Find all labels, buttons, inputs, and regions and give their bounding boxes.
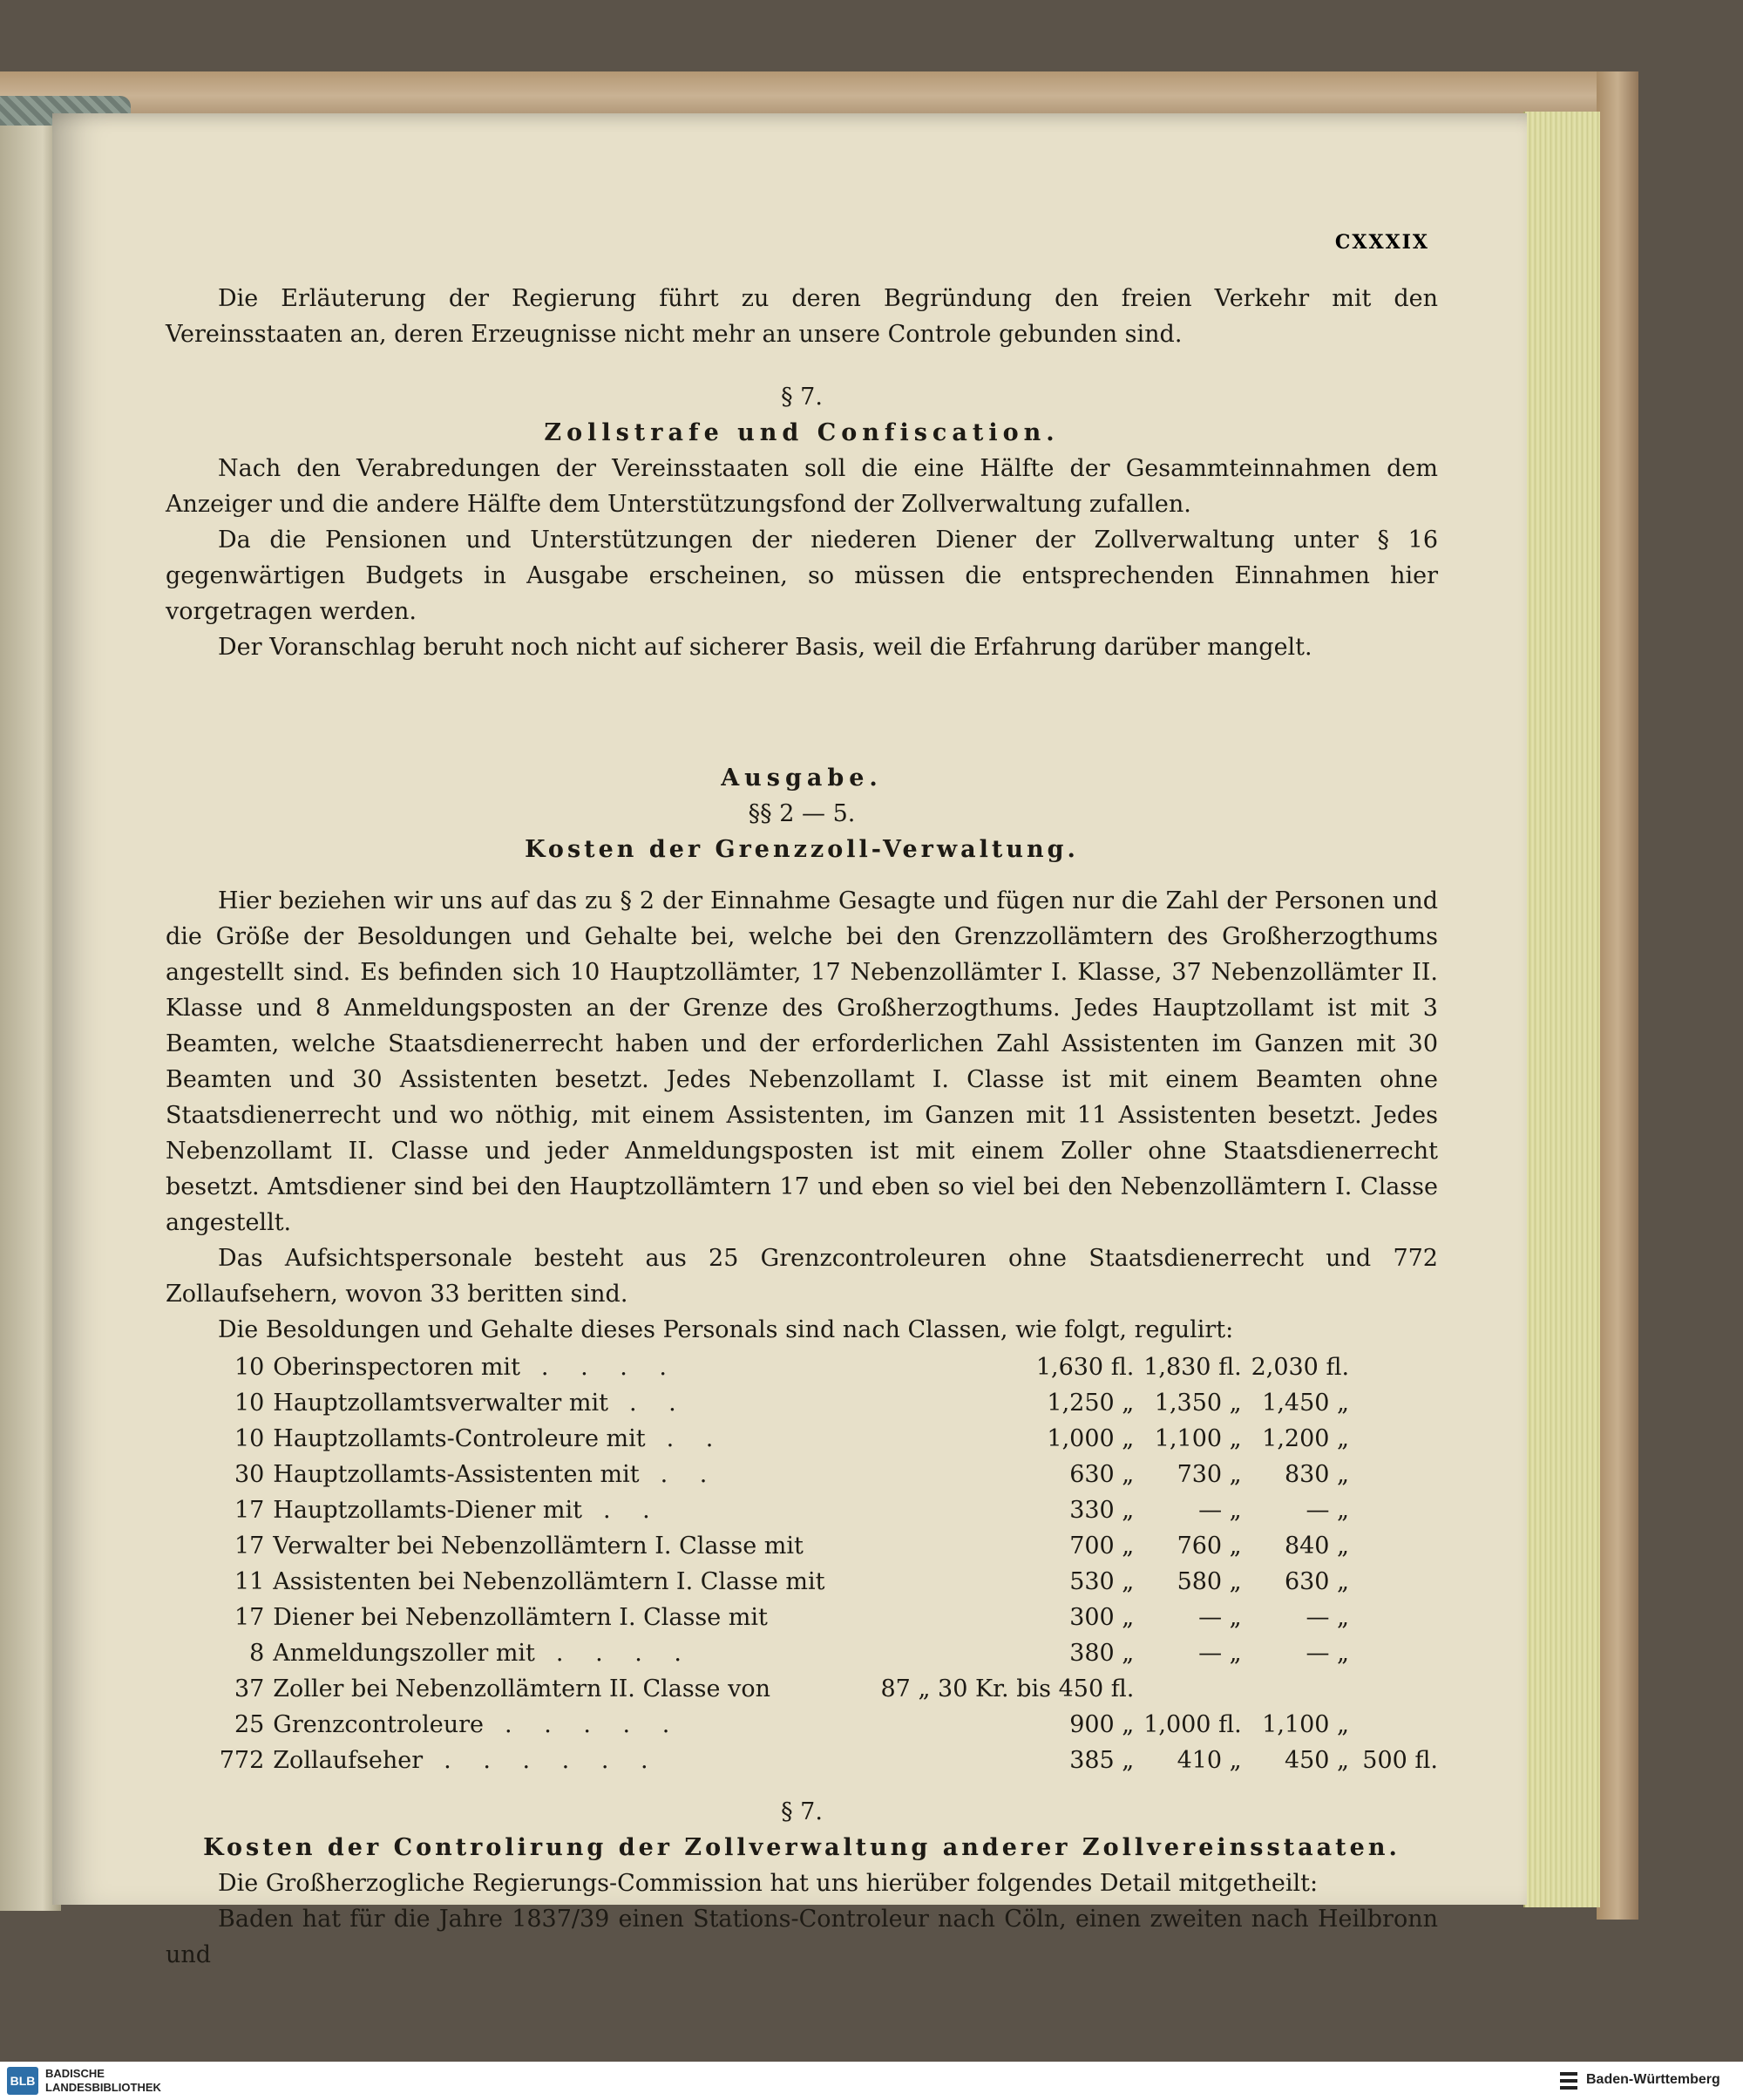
section-number: § 7. <box>781 384 823 411</box>
paragraph: Nach den Verabredungen der Vereinsstaaten soll die eine Hälfte der Gesammteinnahmen dem Anzeiger und die andere Hälfte dem Unterstützungsfond der Zollverwaltung zufallen. <box>166 455 1438 518</box>
salary-class-1: 1,250 „ <box>1047 1390 1135 1417</box>
section-number: §§ 2 — 5. <box>748 800 856 827</box>
position-title <box>264 1492 845 1528</box>
dot-leader: . . <box>666 1425 726 1452</box>
dot-leader: . . . . . . <box>444 1747 661 1774</box>
position-title <box>264 1528 845 1564</box>
section-ausgabe <box>166 760 1438 1778</box>
paragraph: Baden hat für die Jahre 1837/39 einen Stations-Controleur nach Cöln, einen zweiten nach Heilbronn und <box>166 1906 1438 1968</box>
salary-class-3: 1,200 „ <box>1262 1425 1350 1452</box>
salary-class-2: 730 „ <box>1177 1461 1242 1488</box>
salary-class-2: 410 „ <box>1177 1747 1242 1774</box>
salary-class-4 <box>1349 1385 1438 1421</box>
salary-class-3 <box>1242 1671 1349 1707</box>
salary-class-1: 630 „ <box>1069 1461 1135 1488</box>
position-label: Grenzcontroleure <box>273 1711 485 1738</box>
salary-class-1: 300 „ <box>1069 1604 1135 1631</box>
salary-class-4 <box>1349 1707 1438 1743</box>
position-label: Zollaufseher <box>273 1747 424 1774</box>
personnel-count: 8 <box>249 1640 265 1667</box>
dot-leader: . . . . <box>540 1354 679 1381</box>
salary-class-1: 900 „ <box>1069 1711 1135 1738</box>
salary-class-1: 1,000 „ <box>1047 1425 1135 1452</box>
salary-class-3: 450 „ <box>1284 1747 1350 1774</box>
table-row <box>218 1349 1438 1385</box>
section-number: § 7. <box>781 1798 823 1825</box>
position-title <box>264 1671 845 1707</box>
position-label: Hauptzollamts-Controleure mit <box>273 1425 646 1452</box>
dot-leader: . . <box>660 1461 720 1488</box>
salary-class-1: 385 „ <box>1069 1747 1135 1774</box>
position-label: Anmeldungszoller mit <box>273 1640 535 1667</box>
salary-class-1: 87 „ 30 Kr. bis 450 fl. <box>880 1675 1135 1702</box>
book-cover-right <box>1597 71 1638 1920</box>
salary-class-4 <box>1349 1421 1438 1457</box>
personnel-count: 772 <box>219 1747 265 1774</box>
library-name <box>45 2067 161 2095</box>
dot-leader: . . <box>629 1390 688 1417</box>
position-title <box>264 1743 845 1778</box>
personnel-count: 17 <box>234 1533 265 1560</box>
position-title <box>264 1421 845 1457</box>
table-row <box>218 1671 1438 1707</box>
dot-leader: . . . . . <box>505 1711 682 1738</box>
salary-class-3: 830 „ <box>1284 1461 1350 1488</box>
salary-class-3: 630 „ <box>1284 1568 1350 1595</box>
position-label: Hauptzollamtsverwalter mit <box>273 1390 609 1417</box>
paragraph: Der Voranschlag beruht noch nicht auf sicherer Basis, weil die Erfahrung darüber mangelt. <box>218 634 1312 661</box>
position-title <box>264 1564 845 1600</box>
salary-class-4 <box>1349 1492 1438 1528</box>
salary-class-1: 700 „ <box>1069 1533 1135 1560</box>
salary-class-2: 1,830 fl. <box>1143 1354 1242 1381</box>
salary-class-3: 1,100 „ <box>1262 1711 1350 1738</box>
personnel-count: 10 <box>234 1390 265 1417</box>
salary-class-4 <box>1349 1600 1438 1635</box>
part-heading: Ausgabe. <box>721 765 883 792</box>
table-row <box>218 1421 1438 1457</box>
salary-class-1: 1,630 fl. <box>1035 1354 1135 1381</box>
salary-class-2: — „ <box>1198 1604 1242 1631</box>
table-row <box>218 1707 1438 1743</box>
position-label: Zoller bei Nebenzollämtern II. Classe von <box>273 1675 771 1702</box>
page-stack-edge <box>1523 112 1600 1907</box>
salary-class-1: 530 „ <box>1069 1568 1135 1595</box>
personnel-count: 37 <box>234 1675 265 1702</box>
salary-class-3: 840 „ <box>1284 1533 1350 1560</box>
personnel-count: 17 <box>234 1497 265 1524</box>
position-label: Oberinspectoren mit <box>273 1354 520 1381</box>
table-row <box>218 1457 1438 1492</box>
dot-leader <box>768 1604 789 1631</box>
position-label: Diener bei Nebenzollämtern I. Classe mit <box>273 1604 768 1631</box>
personnel-count: 30 <box>234 1461 265 1488</box>
salary-class-4 <box>1349 1528 1438 1564</box>
salary-table <box>218 1349 1438 1778</box>
paragraph: Hier beziehen wir uns auf das zu § 2 der Einnahme Gesagte und fügen nur die Zahl der Personen und die Größe der Besoldungen und Gehalte bei, welche bei den Grenzzollämtern des Großherzogthums angestellt sind. Es befinden sich 10 Hauptzollämter, 17 Nebenzollämter I. Klasse, 37 Nebenzollämter II. Klasse und 8 Anmeldungsposten an der Grenze des Großherzogthums. Jedes Hauptzollamt ist mit 3 Beamten, welche Staatsdienerrecht haben und der erforderlichen Zahl Assistenten im Ganzen mit 30 Beamten und 30 Assistenten besetzt. Jedes Nebenzollamt I. Classe ist mit einem Beamten ohne Staatsdienerrecht und wo nöthig, mit einem Assistenten, im Ganzen mit 11 Assistenten besetzt. Jedes Nebenzollamt II. Classe und jeder Anmeldungsposten ist mit einem Zoller ohne Staatsdienerrecht besetzt. Amtsdiener sind bei den Hauptzollämtern 17 und eben so viel bei den Nebenzollämtern I. Classe angestellt. <box>166 887 1438 1236</box>
section-controlirung <box>166 1794 1438 1973</box>
paragraph: Die Großherzogliche Regierungs-Commission hat uns hierüber folgendes Detail mitgetheilt: <box>218 1870 1319 1897</box>
paragraph: Die Besoldungen und Gehalte dieses Personals sind nach Classen, wie folgt, regulirt: <box>218 1316 1234 1343</box>
intro-paragraph: Die Erläuterung der Regierung führt zu deren Begründung den freien Verkehr mit den Vereinsstaaten an, deren Erzeugnisse nicht mehr an unsere Controle gebunden sind. <box>166 285 1438 348</box>
position-label: Assistenten bei Nebenzollämtern I. Classe mit <box>273 1568 825 1595</box>
salary-class-4: 500 fl. <box>1362 1747 1438 1774</box>
position-title <box>264 1385 845 1421</box>
library-name-line1: BADISCHE <box>45 2067 105 2080</box>
salary-class-4 <box>1349 1349 1438 1385</box>
position-label: Verwalter bei Nebenzollämtern I. Classe mit <box>273 1533 804 1560</box>
dot-leader <box>825 1568 846 1595</box>
state-crest-icon <box>1558 2069 1579 2093</box>
salary-class-4 <box>1349 1635 1438 1671</box>
salary-class-2: 1,350 „ <box>1154 1390 1242 1417</box>
paragraph: Das Aufsichtspersonale besteht aus 25 Grenzcontroleuren ohne Staatsdienerrecht und 772 Zollaufsehern, wovon 33 beritten sind. <box>166 1245 1438 1308</box>
salary-class-2: 1,000 fl. <box>1143 1711 1242 1738</box>
personnel-count: 10 <box>234 1354 265 1381</box>
salary-class-1: 330 „ <box>1069 1497 1135 1524</box>
page-folio: CXXXIX <box>1334 231 1429 254</box>
dot-leader: . . . . <box>555 1640 694 1667</box>
position-title <box>264 1349 845 1385</box>
salary-class-4 <box>1349 1564 1438 1600</box>
section-title: Kosten der Controlirung der Zollverwaltung anderer Zollvereinsstaaten. <box>203 1834 1401 1861</box>
dot-leader <box>804 1533 824 1560</box>
table-row <box>218 1528 1438 1564</box>
scanned-page <box>52 113 1527 1968</box>
position-title <box>264 1457 845 1492</box>
footer-bar <box>0 2062 1743 2100</box>
salary-class-3: — „ <box>1306 1604 1350 1631</box>
position-label: Hauptzollamts-Diener mit <box>273 1497 582 1524</box>
table-row <box>218 1635 1438 1671</box>
table-row <box>218 1564 1438 1600</box>
salary-class-4 <box>1349 1671 1438 1707</box>
salary-class-2: 580 „ <box>1177 1568 1242 1595</box>
personnel-count: 17 <box>234 1604 265 1631</box>
salary-class-1: 380 „ <box>1069 1640 1135 1667</box>
salary-class-2: 1,100 „ <box>1154 1425 1242 1452</box>
salary-class-2 <box>1134 1671 1241 1707</box>
personnel-count: 10 <box>234 1425 265 1452</box>
section-zollstrafe <box>166 379 1438 665</box>
state-name[interactable]: Baden-Württemberg <box>1586 2072 1720 2087</box>
intro-block <box>166 281 1438 352</box>
salary-class-3: — „ <box>1306 1640 1350 1667</box>
paragraph: Da die Pensionen und Unterstützungen der niederen Diener der Zollverwaltung unter § 16 gegenwärtigen Budgets in Ausgabe erscheinen, so müssen die entsprechenden Einnahmen hier vorgetragen werden. <box>166 527 1438 625</box>
salary-class-3: 2,030 fl. <box>1251 1354 1350 1381</box>
position-title <box>264 1707 845 1743</box>
table-row <box>218 1385 1438 1421</box>
salary-class-2: — „ <box>1198 1497 1242 1524</box>
library-logo[interactable]: BLB <box>7 2067 38 2095</box>
library-name-line2: LANDESBIBLIOTHEK <box>45 2081 161 2094</box>
salary-class-4 <box>1349 1457 1438 1492</box>
section-title: Kosten der Grenzzoll-Verwaltung. <box>525 836 1079 863</box>
table-row <box>218 1743 1438 1778</box>
table-row <box>218 1492 1438 1528</box>
salary-class-3: — „ <box>1306 1497 1350 1524</box>
personnel-count: 25 <box>234 1711 265 1738</box>
position-title <box>264 1635 845 1671</box>
table-row <box>218 1600 1438 1635</box>
personnel-count: 11 <box>234 1568 265 1595</box>
salary-class-2: 760 „ <box>1177 1533 1242 1560</box>
dot-leader <box>770 1675 791 1702</box>
position-title <box>264 1600 845 1635</box>
position-label: Hauptzollamts-Assistenten mit <box>273 1461 640 1488</box>
salary-class-3: 1,450 „ <box>1262 1390 1350 1417</box>
dot-leader: . . <box>602 1497 662 1524</box>
section-title: Zollstrafe und Confiscation. <box>544 419 1060 446</box>
salary-class-2: — „ <box>1198 1640 1242 1667</box>
